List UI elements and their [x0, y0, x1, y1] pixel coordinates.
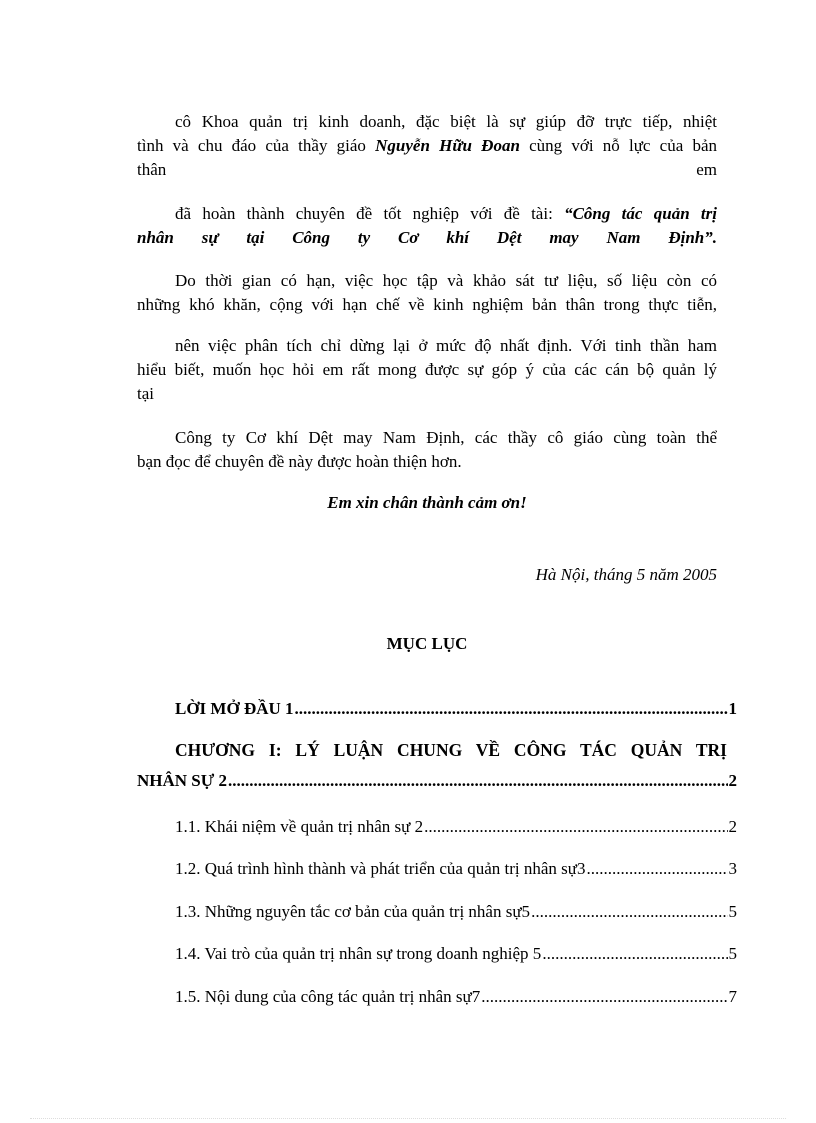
- toc-entry[interactable]: [137, 699, 737, 719]
- ack-text: tình và chu đáo của thầy giáo: [137, 136, 376, 155]
- ack-line: Công ty Cơ khí Dệt may Nam Định, các thầy cô giáo cùng toàn thể: [175, 428, 717, 447]
- ack-paragraph-4: [137, 334, 717, 406]
- toc-page-number: 2: [728, 817, 737, 836]
- toc-leader: [228, 771, 727, 791]
- toc-entry[interactable]: [137, 902, 737, 922]
- ack-line: những khó khăn, cộng với hạn chế về kinh nghiệm bản thân trong thực tiễn,: [137, 295, 717, 314]
- toc-entry-label: NHÂN SỰ 2: [137, 771, 228, 790]
- ack-paragraph-1: [137, 110, 717, 182]
- toc-entry[interactable]: [137, 740, 737, 791]
- ack-paragraph-5: [137, 426, 717, 474]
- advisor-name: Nguyễn Hữu Đoan: [375, 136, 520, 155]
- ack-paragraph-3: [137, 269, 717, 317]
- toc-entry-label: LỜI MỞ ĐẦU 1: [175, 699, 294, 718]
- toc-leader: [587, 859, 728, 879]
- ack-line: bạn đọc để chuyên đề này được hoàn thiện hơn.: [137, 452, 462, 471]
- ack-paragraph-2: [137, 202, 717, 250]
- toc-entry-label: 1.1. Khái niệm về quản trị nhân sự 2: [175, 817, 424, 836]
- toc-page-number: 5: [728, 944, 737, 963]
- toc-leader: [542, 944, 727, 964]
- toc-page-number: 1: [728, 699, 737, 718]
- ack-line: hiểu biết, muốn học hỏi em rất mong được sự góp ý của các cán bộ quản lý: [137, 360, 717, 379]
- date-line: Hà Nội, tháng 5 năm 2005: [535, 565, 717, 584]
- toc-leader: [424, 817, 727, 837]
- toc-entry-label: CHƯƠNG I: LÝ LUẬN CHUNG VỀ CÔNG TÁC QUẢN TRỊ: [175, 740, 727, 760]
- thesis-title: nhân sự tại Công ty Cơ khí Dệt may Nam Định”.: [137, 228, 717, 247]
- ack-line: cô Khoa quản trị kinh doanh, đặc biệt là sự giúp đỡ trực tiếp, nhiệt: [175, 112, 717, 131]
- ack-line: tại: [137, 384, 154, 403]
- toc-heading: MỤC LỤC: [386, 634, 468, 653]
- ack-line: [137, 158, 717, 182]
- ack-text: em: [696, 160, 717, 179]
- toc-entry[interactable]: [137, 944, 737, 964]
- ack-line: Do thời gian có hạn, việc học tập và khảo sát tư liệu, số liệu còn có: [175, 271, 717, 290]
- toc-leader: [531, 902, 727, 922]
- toc-page-number: 3: [728, 859, 737, 878]
- toc-entry[interactable]: [137, 987, 737, 1007]
- thesis-title: “Công tác quản trị: [564, 204, 717, 223]
- toc-leader: [481, 987, 727, 1007]
- toc-page-number: 7: [728, 987, 737, 1006]
- toc-leader: [295, 699, 728, 719]
- toc-entry[interactable]: [137, 817, 737, 837]
- ack-line: [137, 134, 717, 158]
- page-bottom-divider: [30, 1118, 786, 1119]
- ack-line: nên việc phân tích chỉ dừng lại ở mức độ nhất định. Với tinh thần ham: [175, 336, 717, 355]
- toc-page-number: 2: [728, 771, 737, 790]
- toc-entry[interactable]: [137, 859, 737, 879]
- toc-entry-label: 1.2. Quá trình hình thành và phát triển của quản trị nhân sự3: [175, 859, 586, 878]
- toc-entry-label: 1.4. Vai trò của quản trị nhân sự trong doanh nghiệp 5: [175, 944, 542, 963]
- ack-text: cùng với nỗ lực của bản: [519, 136, 717, 155]
- thanks-line: Em xin chân thành cảm ơn!: [327, 493, 527, 512]
- toc-page-number: 5: [728, 902, 737, 921]
- ack-line: [137, 202, 717, 226]
- ack-text: thân: [137, 160, 167, 179]
- toc-entry-label: 1.3. Những nguyên tắc cơ bản của quản trị nhân sự5: [175, 902, 531, 921]
- ack-text: đã hoàn thành chuyên đề tốt nghiệp với đề tài:: [175, 204, 565, 223]
- toc-entry-label: 1.5. Nội dung của công tác quản trị nhân sự7: [175, 987, 481, 1006]
